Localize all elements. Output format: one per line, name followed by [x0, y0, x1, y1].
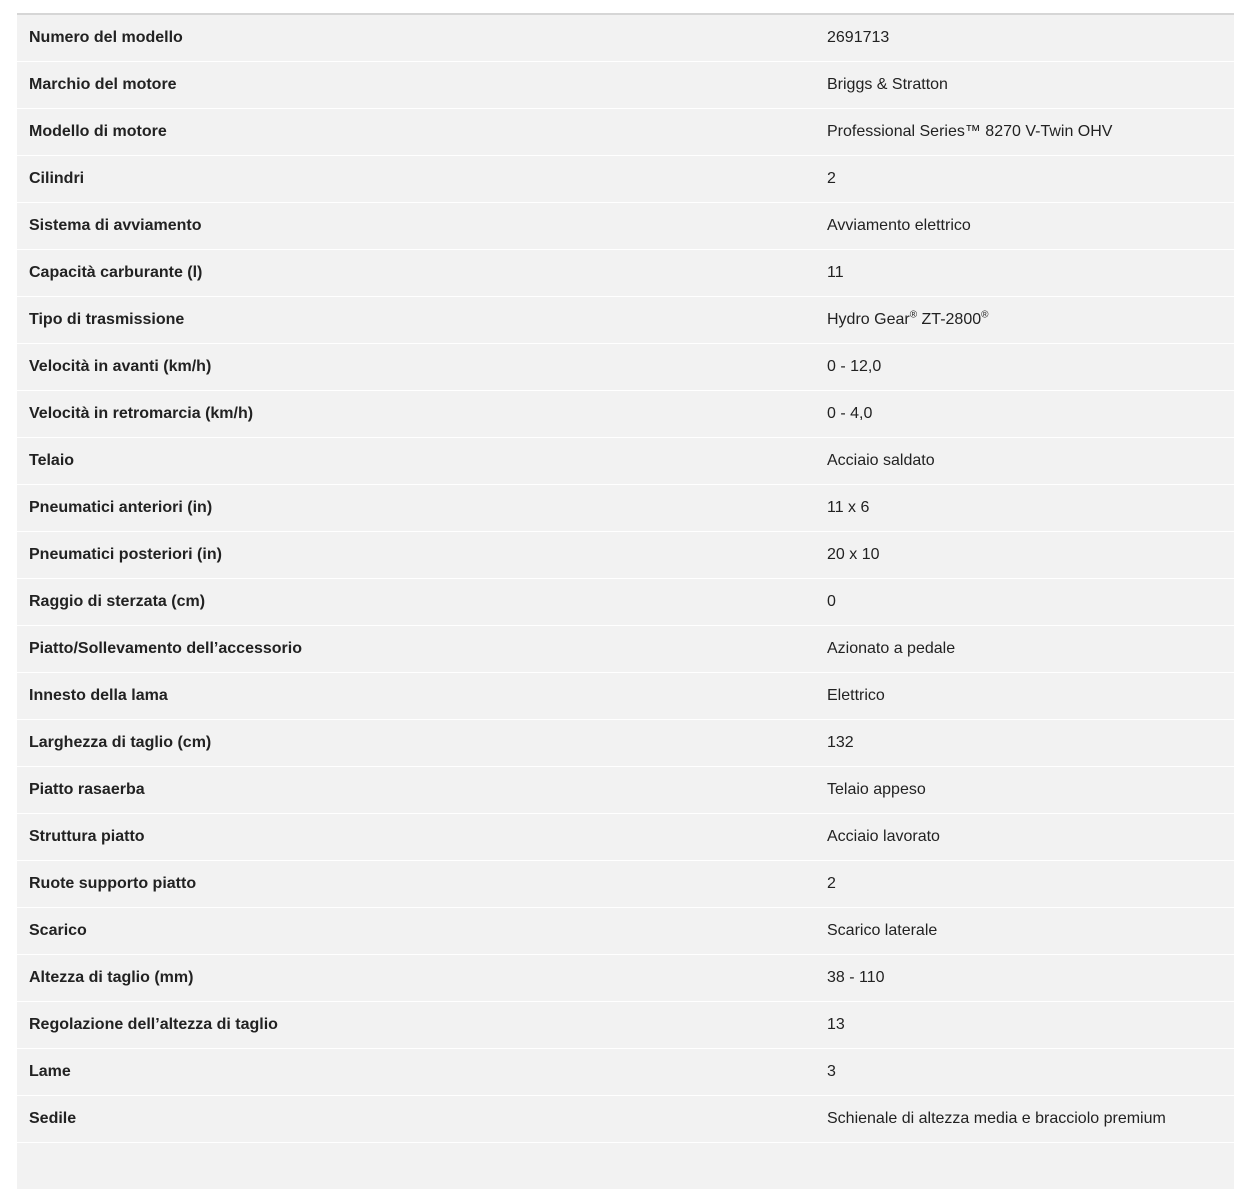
- spec-value: Elettrico: [827, 687, 885, 704]
- spec-row: [17, 297, 1234, 344]
- spec-row: [17, 156, 1234, 203]
- spec-value: 11: [827, 264, 844, 281]
- spec-label: Sedile: [29, 1110, 77, 1127]
- spec-value: Acciaio lavorato: [827, 828, 940, 845]
- spec-row: [17, 955, 1234, 1002]
- spec-value: 20 x 10: [827, 546, 880, 563]
- spec-label: Innesto della lama: [29, 687, 168, 704]
- spec-value-part: ZT-2800: [917, 311, 982, 328]
- spec-value-part: Hydro Gear: [827, 311, 910, 328]
- spec-row: [17, 344, 1234, 391]
- spec-label: Marchio del motore: [29, 76, 177, 93]
- spec-value: 2691713: [827, 29, 890, 46]
- spec-value: [827, 311, 988, 329]
- spec-label: Sistema di avviamento: [29, 217, 202, 234]
- spec-label: Raggio di sterzata (cm): [29, 593, 206, 610]
- spec-value: 0: [827, 593, 836, 610]
- spec-value: Schienale di altezza media e bracciolo premium: [827, 1110, 1166, 1127]
- spec-value: 2: [827, 875, 836, 892]
- spec-row: [17, 767, 1234, 814]
- spec-label: Numero del modello: [29, 29, 183, 46]
- spec-value: Telaio appeso: [827, 781, 926, 798]
- spec-label: Piatto rasaerba: [29, 781, 145, 798]
- spec-value: Avviamento elettrico: [827, 217, 971, 234]
- spec-row: [17, 861, 1234, 908]
- spec-value: Acciaio saldato: [827, 452, 935, 469]
- spec-row: [17, 579, 1234, 626]
- spec-row: [17, 908, 1234, 955]
- spec-value: Azionato a pedale: [827, 640, 956, 657]
- spec-label: Struttura piatto: [29, 828, 145, 845]
- spec-label: Capacità carburante (l): [29, 264, 203, 281]
- spec-row: [17, 1143, 1234, 1190]
- spec-value: 0 - 4,0: [827, 405, 873, 422]
- specifications-table: [17, 13, 1234, 1190]
- spec-value: 2: [827, 170, 836, 187]
- spec-row: [17, 532, 1234, 579]
- spec-row: [17, 1096, 1234, 1143]
- spec-row: [17, 109, 1234, 156]
- spec-label: Larghezza di taglio (cm): [29, 734, 212, 751]
- spec-label: Pneumatici anteriori (in): [29, 499, 213, 516]
- spec-row: [17, 438, 1234, 485]
- spec-value: 11 x 6: [827, 499, 870, 516]
- spec-row: [17, 1002, 1234, 1049]
- spec-label: Cilindri: [29, 170, 85, 187]
- spec-value: 132: [827, 734, 854, 751]
- spec-label: Piatto/Sollevamento dell’accessorio: [29, 640, 302, 657]
- spec-value: 13: [827, 1016, 845, 1033]
- spec-value: Briggs & Stratton: [827, 76, 948, 93]
- spec-row: [17, 720, 1234, 767]
- spec-row: [17, 15, 1234, 62]
- spec-label: Velocità in retromarcia (km/h): [29, 405, 254, 422]
- registered-mark: ®: [909, 309, 918, 321]
- spec-label: Ruote supporto piatto: [29, 875, 197, 892]
- spec-value: 3: [827, 1063, 836, 1080]
- spec-value: 0 - 12,0: [827, 358, 882, 375]
- spec-label: Lame: [29, 1063, 71, 1080]
- registered-mark: ®: [981, 309, 989, 321]
- spec-label: Telaio: [29, 452, 75, 469]
- spec-label: Altezza di taglio (mm): [29, 969, 194, 986]
- spec-value: Professional Series™ 8270 V-Twin OHV: [827, 123, 1113, 140]
- spec-row: [17, 203, 1234, 250]
- spec-row: [17, 62, 1234, 109]
- spec-row: [17, 250, 1234, 297]
- spec-row: [17, 673, 1234, 720]
- spec-row: [17, 814, 1234, 861]
- spec-row: [17, 626, 1234, 673]
- spec-value: Scarico laterale: [827, 922, 938, 939]
- spec-label: Velocità in avanti (km/h): [29, 358, 212, 375]
- spec-label: Tipo di trasmissione: [29, 311, 185, 328]
- spec-row: [17, 391, 1234, 438]
- spec-row: [17, 485, 1234, 532]
- spec-value: 38 - 110: [827, 969, 885, 986]
- spec-label: Regolazione dell’altezza di taglio: [29, 1016, 278, 1033]
- spec-label: Scarico: [29, 922, 87, 939]
- spec-label: Modello di motore: [29, 123, 167, 140]
- spec-label: Pneumatici posteriori (in): [29, 546, 222, 563]
- spec-row: [17, 1049, 1234, 1096]
